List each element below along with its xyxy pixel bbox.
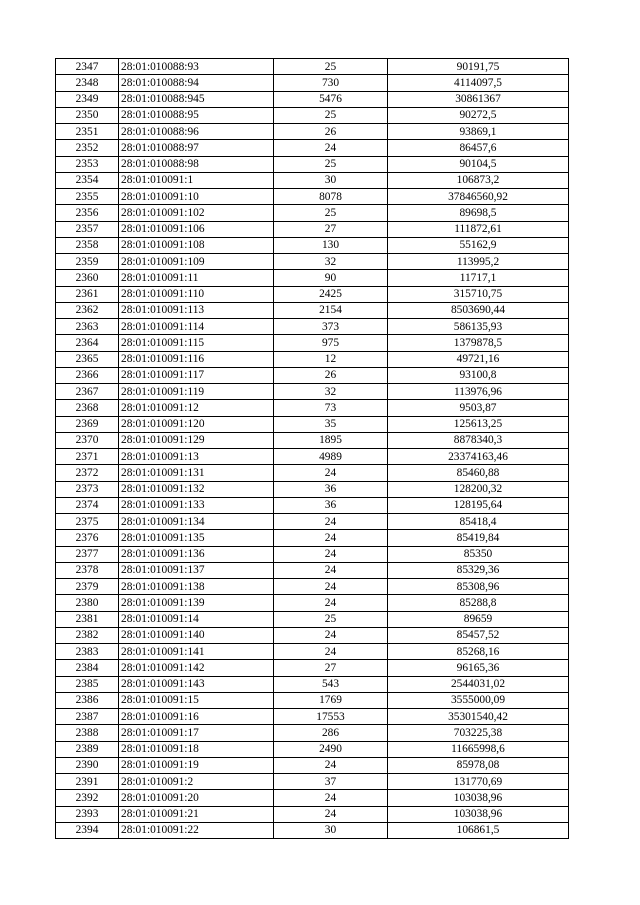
area-cell: 90 bbox=[274, 270, 388, 286]
table-row bbox=[56, 254, 569, 270]
cadastral-number-cell: 28:01:010091:134 bbox=[119, 514, 274, 530]
table-row bbox=[56, 286, 569, 302]
cadastral-number-cell: 28:01:010091:114 bbox=[119, 319, 274, 335]
area-cell: 27 bbox=[274, 660, 388, 676]
table-row bbox=[56, 400, 569, 416]
table-row bbox=[56, 319, 569, 335]
table-row bbox=[56, 172, 569, 188]
cadastral-number-cell: 28:01:010091:2 bbox=[119, 774, 274, 790]
cadastral-number-cell: 28:01:010091:106 bbox=[119, 221, 274, 237]
cadastral-number-cell: 28:01:010091:132 bbox=[119, 481, 274, 497]
cadastral-value-cell: 113995,2 bbox=[388, 254, 569, 270]
row-number-cell: 2370 bbox=[56, 432, 119, 448]
cadastral-number-cell: 28:01:010091:13 bbox=[119, 449, 274, 465]
row-number-cell: 2388 bbox=[56, 725, 119, 741]
table-row bbox=[56, 156, 569, 172]
cadastral-value-cell: 85978,08 bbox=[388, 757, 569, 773]
area-cell: 5476 bbox=[274, 91, 388, 107]
cadastral-value-cell: 85268,16 bbox=[388, 644, 569, 660]
row-number-cell: 2392 bbox=[56, 790, 119, 806]
area-cell: 36 bbox=[274, 497, 388, 513]
area-cell: 130 bbox=[274, 237, 388, 253]
cadastral-number-cell: 28:01:010091:110 bbox=[119, 286, 274, 302]
row-number-cell: 2382 bbox=[56, 627, 119, 643]
cadastral-value-cell: 2544031,02 bbox=[388, 676, 569, 692]
row-number-cell: 2359 bbox=[56, 254, 119, 270]
row-number-cell: 2383 bbox=[56, 644, 119, 660]
cadastral-value-cell: 103038,96 bbox=[388, 790, 569, 806]
area-cell: 4989 bbox=[274, 449, 388, 465]
cadastral-number-cell: 28:01:010091:117 bbox=[119, 367, 274, 383]
cadastral-number-cell: 28:01:010091:10 bbox=[119, 189, 274, 205]
area-cell: 25 bbox=[274, 59, 388, 75]
table-row bbox=[56, 302, 569, 318]
cadastral-value-cell: 37846560,92 bbox=[388, 189, 569, 205]
row-number-cell: 2394 bbox=[56, 822, 119, 838]
cadastral-value-cell: 85308,96 bbox=[388, 579, 569, 595]
row-number-cell: 2371 bbox=[56, 449, 119, 465]
table-row bbox=[56, 91, 569, 107]
cadastral-value-cell: 1379878,5 bbox=[388, 335, 569, 351]
area-cell: 32 bbox=[274, 384, 388, 400]
area-cell: 730 bbox=[274, 75, 388, 91]
table-row bbox=[56, 774, 569, 790]
cadastral-number-cell: 28:01:010091:11 bbox=[119, 270, 274, 286]
row-number-cell: 2347 bbox=[56, 59, 119, 75]
cadastral-number-cell: 28:01:010091:102 bbox=[119, 205, 274, 221]
table-row bbox=[56, 530, 569, 546]
row-number-cell: 2387 bbox=[56, 709, 119, 725]
cadastral-value-cell: 9503,87 bbox=[388, 400, 569, 416]
table-row bbox=[56, 676, 569, 692]
row-number-cell: 2381 bbox=[56, 611, 119, 627]
row-number-cell: 2355 bbox=[56, 189, 119, 205]
row-number-cell: 2357 bbox=[56, 221, 119, 237]
cadastral-value-cell: 106873,2 bbox=[388, 172, 569, 188]
cadastral-value-cell: 8878340,3 bbox=[388, 432, 569, 448]
area-cell: 24 bbox=[274, 514, 388, 530]
cadastral-value-cell: 23374163,46 bbox=[388, 449, 569, 465]
area-cell: 25 bbox=[274, 156, 388, 172]
area-cell: 36 bbox=[274, 481, 388, 497]
area-cell: 24 bbox=[274, 530, 388, 546]
cadastral-number-cell: 28:01:010091:131 bbox=[119, 465, 274, 481]
cadastral-number-cell: 28:01:010091:18 bbox=[119, 741, 274, 757]
area-cell: 26 bbox=[274, 124, 388, 140]
row-number-cell: 2385 bbox=[56, 676, 119, 692]
table-row bbox=[56, 709, 569, 725]
cadastral-number-cell: 28:01:010091:120 bbox=[119, 416, 274, 432]
row-number-cell: 2365 bbox=[56, 351, 119, 367]
cadastral-value-cell: 131770,69 bbox=[388, 774, 569, 790]
area-cell: 73 bbox=[274, 400, 388, 416]
row-number-cell: 2375 bbox=[56, 514, 119, 530]
cadastral-value-cell: 103038,96 bbox=[388, 806, 569, 822]
area-cell: 2425 bbox=[274, 286, 388, 302]
table-row bbox=[56, 514, 569, 530]
table-row bbox=[56, 806, 569, 822]
cadastral-number-cell: 28:01:010088:96 bbox=[119, 124, 274, 140]
row-number-cell: 2361 bbox=[56, 286, 119, 302]
cadastral-number-cell: 28:01:010091:16 bbox=[119, 709, 274, 725]
table-row bbox=[56, 124, 569, 140]
table-row bbox=[56, 384, 569, 400]
cadastral-value-cell: 128195,64 bbox=[388, 497, 569, 513]
area-cell: 27 bbox=[274, 221, 388, 237]
area-cell: 24 bbox=[274, 562, 388, 578]
cadastral-value-cell: 96165,36 bbox=[388, 660, 569, 676]
table-row bbox=[56, 140, 569, 156]
cadastral-number-cell: 28:01:010091:14 bbox=[119, 611, 274, 627]
cadastral-value-cell: 11665998,6 bbox=[388, 741, 569, 757]
area-cell: 24 bbox=[274, 465, 388, 481]
area-cell: 543 bbox=[274, 676, 388, 692]
table-row bbox=[56, 367, 569, 383]
cadastral-number-cell: 28:01:010091:113 bbox=[119, 302, 274, 318]
table-body bbox=[56, 59, 569, 839]
area-cell: 26 bbox=[274, 367, 388, 383]
table-row bbox=[56, 562, 569, 578]
row-number-cell: 2386 bbox=[56, 692, 119, 708]
row-number-cell: 2372 bbox=[56, 465, 119, 481]
cadastral-value-cell: 30861367 bbox=[388, 91, 569, 107]
cadastral-value-cell: 35301540,42 bbox=[388, 709, 569, 725]
table-row bbox=[56, 107, 569, 123]
table-row bbox=[56, 595, 569, 611]
area-cell: 24 bbox=[274, 546, 388, 562]
row-number-cell: 2393 bbox=[56, 806, 119, 822]
cadastral-value-cell: 55162,9 bbox=[388, 237, 569, 253]
row-number-cell: 2351 bbox=[56, 124, 119, 140]
cadastral-value-cell: 89698,5 bbox=[388, 205, 569, 221]
row-number-cell: 2356 bbox=[56, 205, 119, 221]
area-cell: 25 bbox=[274, 611, 388, 627]
cadastral-value-cell: 85460,88 bbox=[388, 465, 569, 481]
cadastral-number-cell: 28:01:010091:108 bbox=[119, 237, 274, 253]
area-cell: 30 bbox=[274, 822, 388, 838]
area-cell: 17553 bbox=[274, 709, 388, 725]
area-cell: 24 bbox=[274, 790, 388, 806]
row-number-cell: 2354 bbox=[56, 172, 119, 188]
table-row bbox=[56, 189, 569, 205]
cadastral-number-cell: 28:01:010091:1 bbox=[119, 172, 274, 188]
cadastral-value-cell: 85350 bbox=[388, 546, 569, 562]
area-cell: 24 bbox=[274, 627, 388, 643]
cadastral-number-cell: 28:01:010091:22 bbox=[119, 822, 274, 838]
table-row bbox=[56, 757, 569, 773]
table-row bbox=[56, 822, 569, 838]
area-cell: 286 bbox=[274, 725, 388, 741]
cadastral-number-cell: 28:01:010091:137 bbox=[119, 562, 274, 578]
table-row bbox=[56, 75, 569, 91]
table-row bbox=[56, 221, 569, 237]
cadastral-value-cell: 106861,5 bbox=[388, 822, 569, 838]
area-cell: 975 bbox=[274, 335, 388, 351]
row-number-cell: 2378 bbox=[56, 562, 119, 578]
table-row bbox=[56, 644, 569, 660]
area-cell: 25 bbox=[274, 205, 388, 221]
area-cell: 8078 bbox=[274, 189, 388, 205]
cadastral-value-cell: 703225,38 bbox=[388, 725, 569, 741]
cadastral-value-cell: 4114097,5 bbox=[388, 75, 569, 91]
table-row bbox=[56, 692, 569, 708]
cadastral-value-cell: 85418,4 bbox=[388, 514, 569, 530]
cadastral-number-cell: 28:01:010091:116 bbox=[119, 351, 274, 367]
cadastral-number-cell: 28:01:010088:945 bbox=[119, 91, 274, 107]
table-row bbox=[56, 432, 569, 448]
area-cell: 2154 bbox=[274, 302, 388, 318]
cadastral-number-cell: 28:01:010088:98 bbox=[119, 156, 274, 172]
table-row bbox=[56, 546, 569, 562]
cadastral-value-cell: 586135,93 bbox=[388, 319, 569, 335]
area-cell: 24 bbox=[274, 806, 388, 822]
area-cell: 35 bbox=[274, 416, 388, 432]
cadastral-number-cell: 28:01:010091:12 bbox=[119, 400, 274, 416]
table-row bbox=[56, 59, 569, 75]
cadastral-number-cell: 28:01:010091:135 bbox=[119, 530, 274, 546]
table-row bbox=[56, 416, 569, 432]
cadastral-number-cell: 28:01:010091:19 bbox=[119, 757, 274, 773]
cadastral-number-cell: 28:01:010091:143 bbox=[119, 676, 274, 692]
cadastral-number-cell: 28:01:010091:115 bbox=[119, 335, 274, 351]
area-cell: 24 bbox=[274, 757, 388, 773]
table-row bbox=[56, 579, 569, 595]
cadastral-number-cell: 28:01:010091:17 bbox=[119, 725, 274, 741]
row-number-cell: 2364 bbox=[56, 335, 119, 351]
area-cell: 24 bbox=[274, 579, 388, 595]
row-number-cell: 2379 bbox=[56, 579, 119, 595]
cadastral-number-cell: 28:01:010088:97 bbox=[119, 140, 274, 156]
cadastral-value-cell: 3555000,09 bbox=[388, 692, 569, 708]
row-number-cell: 2358 bbox=[56, 237, 119, 253]
table-row bbox=[56, 481, 569, 497]
row-number-cell: 2384 bbox=[56, 660, 119, 676]
cadastral-number-cell: 28:01:010091:136 bbox=[119, 546, 274, 562]
cadastral-value-cell: 86457,6 bbox=[388, 140, 569, 156]
cadastral-value-cell: 93869,1 bbox=[388, 124, 569, 140]
cadastral-value-cell: 90272,5 bbox=[388, 107, 569, 123]
table-row bbox=[56, 237, 569, 253]
cadastral-number-cell: 28:01:010091:129 bbox=[119, 432, 274, 448]
cadastral-value-cell: 113976,96 bbox=[388, 384, 569, 400]
table-row bbox=[56, 270, 569, 286]
row-number-cell: 2368 bbox=[56, 400, 119, 416]
cadastral-value-cell: 90104,5 bbox=[388, 156, 569, 172]
cadastral-number-cell: 28:01:010091:119 bbox=[119, 384, 274, 400]
row-number-cell: 2349 bbox=[56, 91, 119, 107]
table-row bbox=[56, 497, 569, 513]
table-row bbox=[56, 449, 569, 465]
row-number-cell: 2373 bbox=[56, 481, 119, 497]
cadastral-value-cell: 85329,36 bbox=[388, 562, 569, 578]
table-row bbox=[56, 741, 569, 757]
cadastral-value-cell: 11717,1 bbox=[388, 270, 569, 286]
area-cell: 2490 bbox=[274, 741, 388, 757]
cadastral-value-cell: 8503690,44 bbox=[388, 302, 569, 318]
table-row bbox=[56, 465, 569, 481]
row-number-cell: 2367 bbox=[56, 384, 119, 400]
cadastral-value-cell: 315710,75 bbox=[388, 286, 569, 302]
table-row bbox=[56, 611, 569, 627]
row-number-cell: 2353 bbox=[56, 156, 119, 172]
area-cell: 37 bbox=[274, 774, 388, 790]
row-number-cell: 2360 bbox=[56, 270, 119, 286]
cadastral-number-cell: 28:01:010091:139 bbox=[119, 595, 274, 611]
cadastral-value-cell: 85457,52 bbox=[388, 627, 569, 643]
row-number-cell: 2376 bbox=[56, 530, 119, 546]
row-number-cell: 2377 bbox=[56, 546, 119, 562]
row-number-cell: 2389 bbox=[56, 741, 119, 757]
row-number-cell: 2380 bbox=[56, 595, 119, 611]
cadastral-number-cell: 28:01:010091:138 bbox=[119, 579, 274, 595]
cadastral-number-cell: 28:01:010091:15 bbox=[119, 692, 274, 708]
area-cell: 25 bbox=[274, 107, 388, 123]
area-cell: 1895 bbox=[274, 432, 388, 448]
area-cell: 30 bbox=[274, 172, 388, 188]
cadastral-value-cell: 85419,84 bbox=[388, 530, 569, 546]
table-row bbox=[56, 627, 569, 643]
table-row bbox=[56, 205, 569, 221]
row-number-cell: 2369 bbox=[56, 416, 119, 432]
cadastral-value-cell: 128200,32 bbox=[388, 481, 569, 497]
cadastral-number-cell: 28:01:010091:141 bbox=[119, 644, 274, 660]
row-number-cell: 2374 bbox=[56, 497, 119, 513]
cadastral-value-cell: 85288,8 bbox=[388, 595, 569, 611]
row-number-cell: 2348 bbox=[56, 75, 119, 91]
row-number-cell: 2363 bbox=[56, 319, 119, 335]
cadastral-value-cell: 49721,16 bbox=[388, 351, 569, 367]
row-number-cell: 2390 bbox=[56, 757, 119, 773]
cadastral-number-cell: 28:01:010091:20 bbox=[119, 790, 274, 806]
row-number-cell: 2352 bbox=[56, 140, 119, 156]
data-table bbox=[55, 58, 569, 839]
table-row bbox=[56, 790, 569, 806]
cadastral-value-cell: 125613,25 bbox=[388, 416, 569, 432]
area-cell: 32 bbox=[274, 254, 388, 270]
row-number-cell: 2362 bbox=[56, 302, 119, 318]
area-cell: 24 bbox=[274, 140, 388, 156]
table-row bbox=[56, 335, 569, 351]
table-row bbox=[56, 725, 569, 741]
table-row bbox=[56, 660, 569, 676]
cadastral-number-cell: 28:01:010088:93 bbox=[119, 59, 274, 75]
cadastral-value-cell: 93100,8 bbox=[388, 367, 569, 383]
row-number-cell: 2350 bbox=[56, 107, 119, 123]
cadastral-value-cell: 89659 bbox=[388, 611, 569, 627]
area-cell: 1769 bbox=[274, 692, 388, 708]
cadastral-number-cell: 28:01:010091:109 bbox=[119, 254, 274, 270]
area-cell: 373 bbox=[274, 319, 388, 335]
cadastral-number-cell: 28:01:010091:140 bbox=[119, 627, 274, 643]
cadastral-value-cell: 90191,75 bbox=[388, 59, 569, 75]
cadastral-number-cell: 28:01:010091:21 bbox=[119, 806, 274, 822]
cadastral-value-cell: 111872,61 bbox=[388, 221, 569, 237]
area-cell: 12 bbox=[274, 351, 388, 367]
row-number-cell: 2391 bbox=[56, 774, 119, 790]
area-cell: 24 bbox=[274, 595, 388, 611]
area-cell: 24 bbox=[274, 644, 388, 660]
cadastral-number-cell: 28:01:010088:95 bbox=[119, 107, 274, 123]
cadastral-number-cell: 28:01:010091:142 bbox=[119, 660, 274, 676]
cadastral-number-cell: 28:01:010091:133 bbox=[119, 497, 274, 513]
row-number-cell: 2366 bbox=[56, 367, 119, 383]
cadastral-number-cell: 28:01:010088:94 bbox=[119, 75, 274, 91]
table-row bbox=[56, 351, 569, 367]
